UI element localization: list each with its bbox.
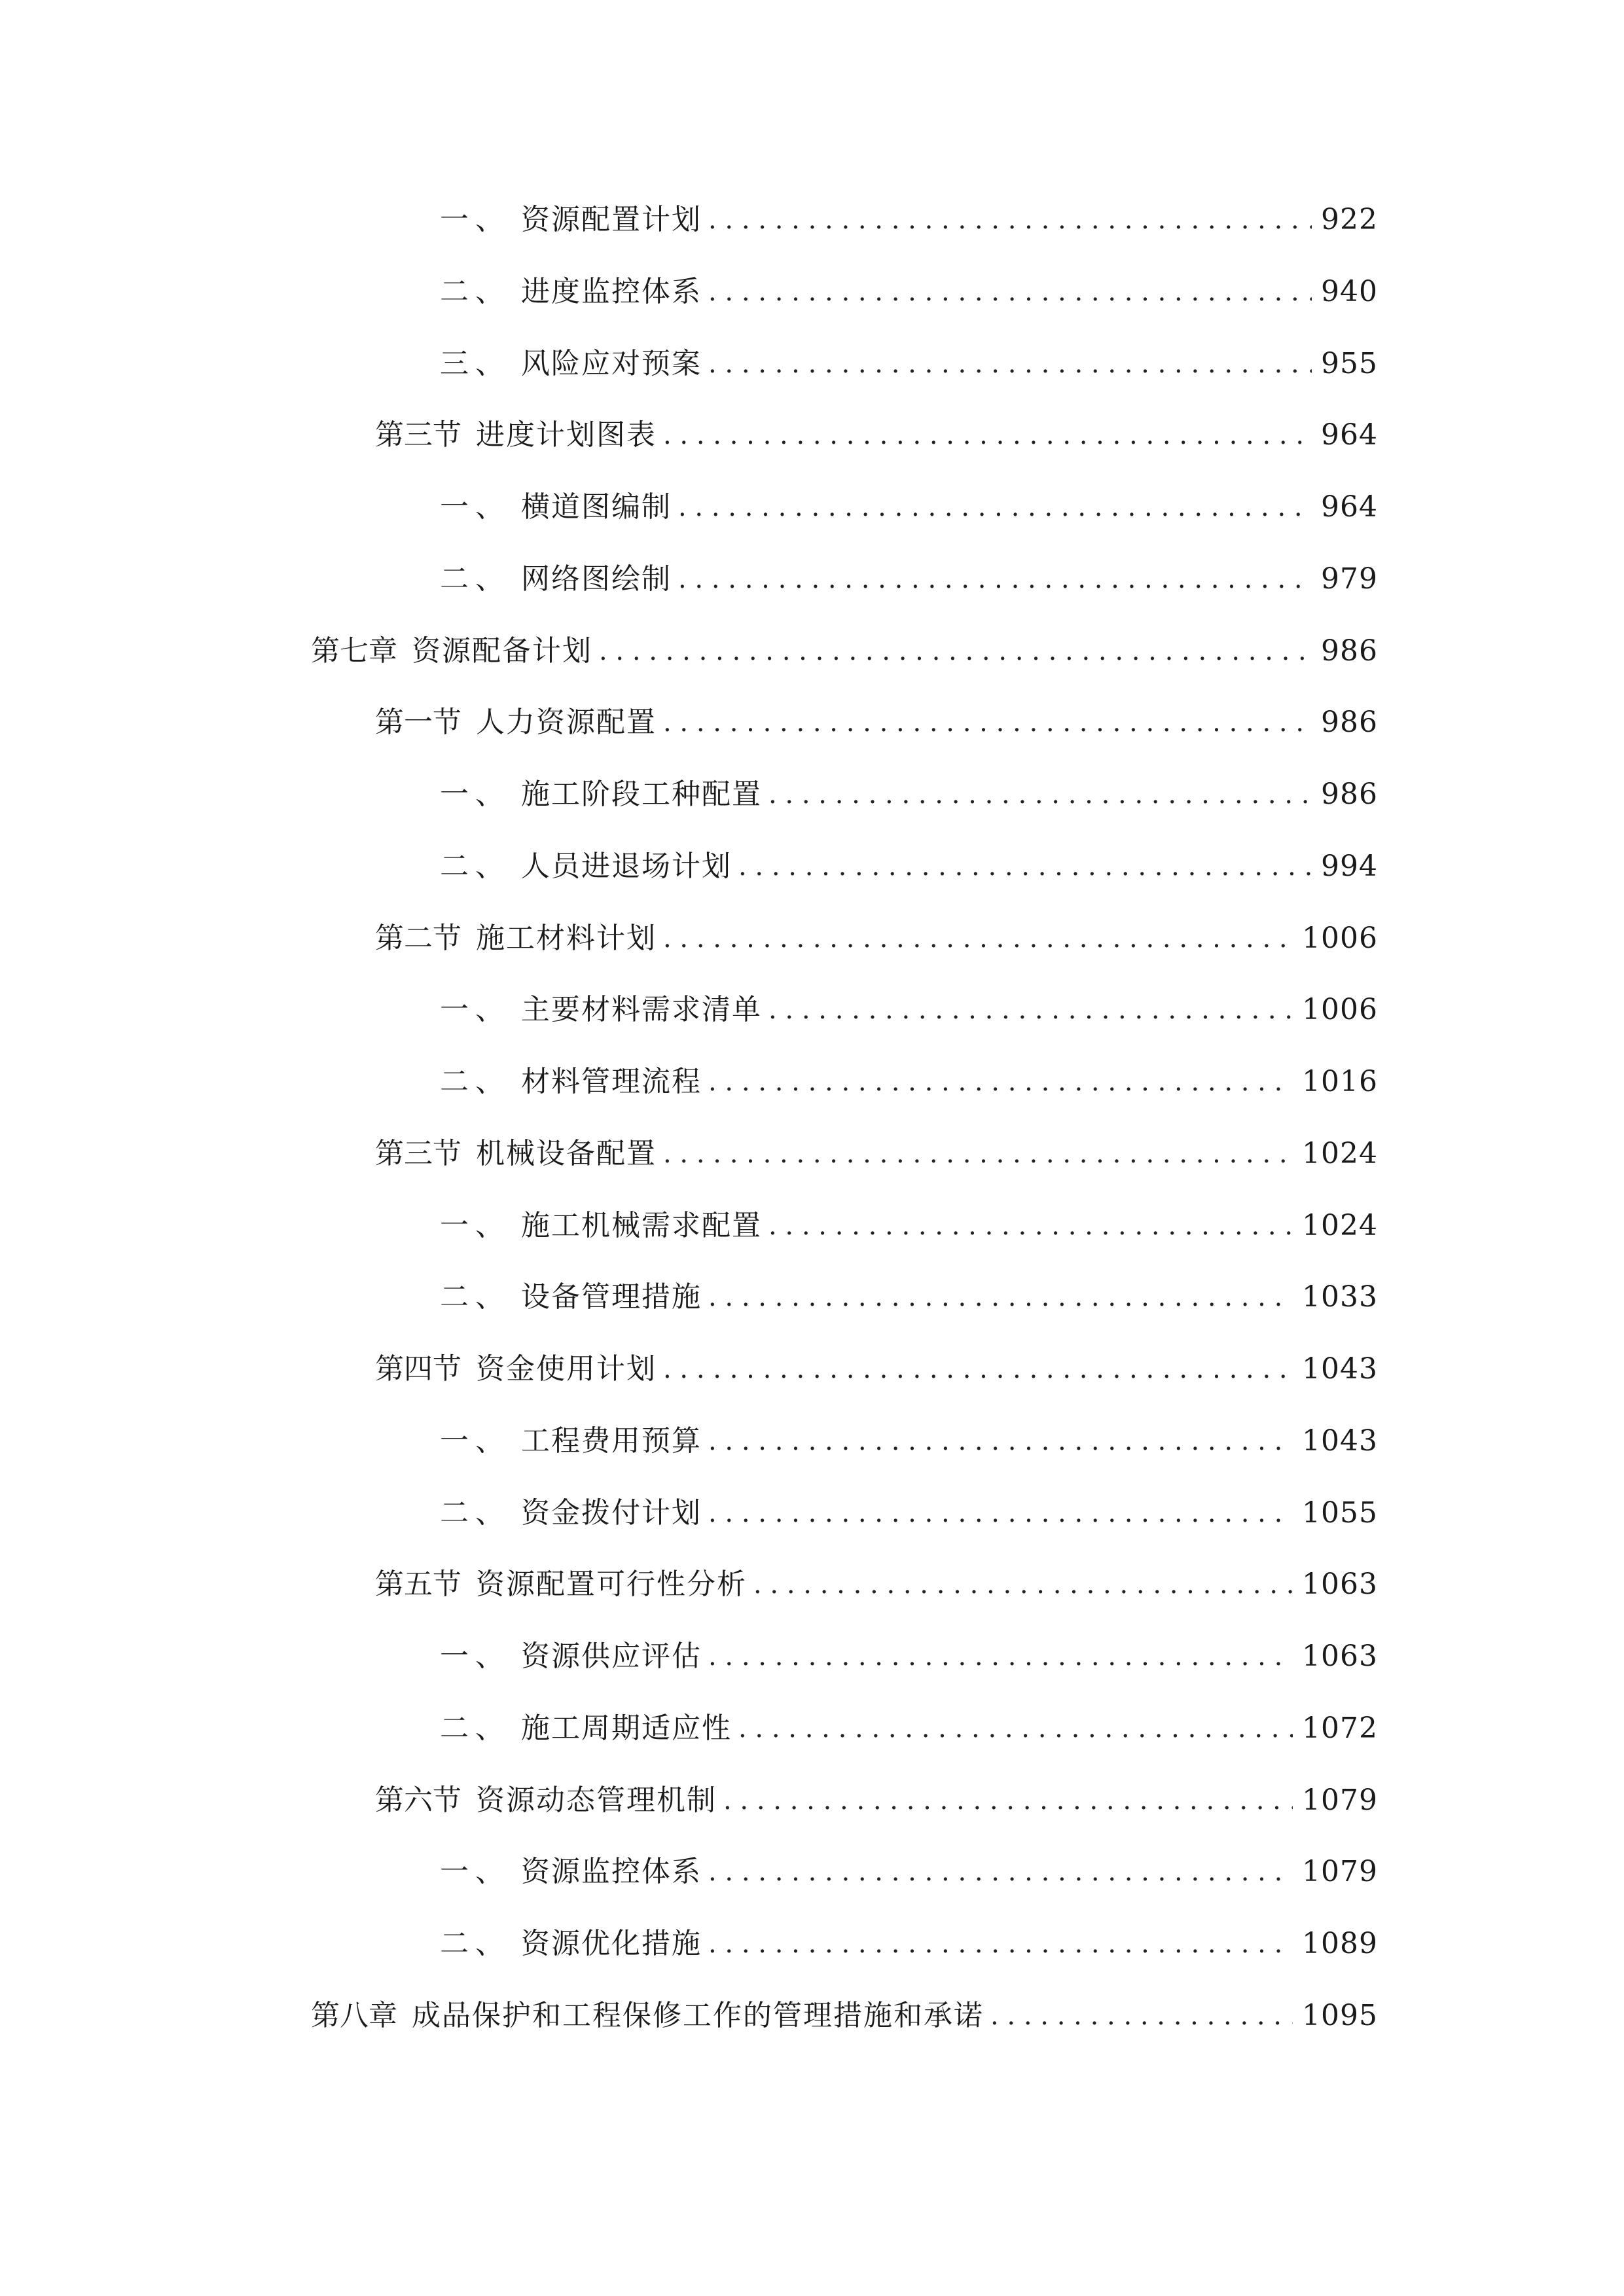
toc-entry-marker: 一、 [440,1209,511,1242]
toc-entry-marker: 二、 [440,1712,511,1745]
dot-leader [708,1634,1293,1679]
dot-leader [708,1849,1293,1895]
dot-leader [738,1706,1293,1751]
toc-entry-label [440,1490,702,1536]
toc-entry-marker: 二、 [440,1065,511,1098]
toc-entry-title: 资源供应评估 [521,1640,702,1673]
toc-entry-marker: 第三节 [375,418,461,452]
toc-entry-marker: 第一节 [375,706,461,739]
toc-entry-page-number: 1063 [1302,1640,1378,1673]
toc-entry-marker: 第四节 [375,1352,461,1386]
toc-entry[interactable] [440,1274,1378,1320]
toc-entry[interactable] [440,341,1378,387]
toc-entry-title: 主要材料需求清单 [521,993,762,1026]
toc-entry-page-number: 1033 [1302,1280,1378,1314]
dot-leader [663,1346,1293,1392]
toc-entry-page-number: 1006 [1302,993,1378,1026]
toc-entry-page-number: 1079 [1302,1784,1378,1817]
toc-entry[interactable] [375,1778,1378,1823]
dot-leader [663,916,1293,961]
toc-entry-label [375,700,657,745]
toc-entry[interactable] [375,1131,1378,1177]
dot-leader [708,1418,1293,1464]
dot-leader [753,1562,1293,1607]
toc-entry-title: 设备管理措施 [521,1280,702,1314]
toc-entry[interactable] [440,1203,1378,1249]
toc-entry-label [375,916,657,961]
toc-entry-page-number: 1063 [1302,1568,1378,1601]
toc-entry-marker: 一、 [440,1424,511,1458]
toc-entry[interactable] [375,412,1378,458]
toc-entry-title: 材料管理流程 [521,1065,702,1098]
toc-entry-title: 横道图编制 [521,490,672,524]
toc-entry-page-number: 1006 [1302,922,1378,955]
toc-entry-page-number: 979 [1321,562,1378,596]
dot-leader [738,844,1312,889]
toc-entry-label [375,1131,657,1177]
toc-entry[interactable] [440,772,1378,817]
toc-entry-page-number: 986 [1321,778,1378,811]
toc-entry-label [375,1562,747,1607]
toc-entry[interactable] [440,1059,1378,1105]
toc-entry-label [440,1274,702,1320]
toc-entry-label [440,269,702,315]
dot-leader [708,197,1312,243]
toc-entry-page-number: 994 [1321,850,1378,883]
toc-entry-title: 成品保护和工程保修工作的管理措施和承诺 [412,1999,984,2032]
toc-entry[interactable] [440,844,1378,889]
toc-entry-marker: 二、 [440,1280,511,1314]
dot-leader [723,1778,1293,1823]
toc-entry-label [440,556,672,602]
toc-entry[interactable] [375,1562,1378,1607]
toc-entry-marker: 第五节 [375,1568,461,1601]
toc-entry[interactable] [311,1993,1378,2039]
toc-entry-page-number: 1089 [1302,1927,1378,1960]
toc-entry-page-number: 1043 [1302,1352,1378,1386]
toc-entry-label [375,1346,657,1392]
toc-entry-label [440,1203,762,1249]
toc-entry-marker: 第三节 [375,1137,461,1170]
toc-entry[interactable] [375,700,1378,745]
toc-entry-marker: 一、 [440,203,511,236]
toc-entry-title: 资源优化措施 [521,1927,702,1960]
toc-entry-label [311,1993,984,2039]
toc-entry-page-number: 922 [1321,203,1378,236]
toc-entry-title: 进度监控体系 [521,275,702,308]
toc-entry[interactable] [440,1490,1378,1536]
toc-entry-marker: 二、 [440,1496,511,1530]
toc-entry-marker: 第七章 [311,634,397,668]
toc-entry[interactable] [375,916,1378,961]
toc-entry-title: 工程费用预算 [521,1424,702,1458]
toc-entry[interactable] [440,1921,1378,1967]
dot-leader [768,987,1293,1033]
toc-entry-label [440,1706,732,1751]
toc-entry-title: 资源配备计划 [412,634,592,668]
toc-entry-title: 机械设备配置 [476,1137,657,1170]
toc-entry-page-number: 940 [1321,275,1378,308]
toc-entry-page-number: 1072 [1302,1712,1378,1745]
toc-entry-marker: 二、 [440,562,511,596]
toc-entry-title: 施工阶段工种配置 [521,778,762,811]
toc-entry-page-number: 1043 [1302,1424,1378,1458]
toc-entry-page-number: 1016 [1302,1065,1378,1098]
toc-entry-title: 资源配置可行性分析 [476,1568,747,1601]
toc-entry[interactable] [375,1346,1378,1392]
toc-entry-title: 资金拨付计划 [521,1496,702,1530]
toc-entry-title: 人员进退场计划 [521,850,732,883]
toc-entry-label [440,341,702,387]
dot-leader [678,484,1312,530]
toc-entry-marker: 一、 [440,993,511,1026]
toc-entry[interactable] [440,1634,1378,1679]
dot-leader [708,341,1312,387]
toc-entry-label [440,772,762,817]
toc-entry-marker: 二、 [440,275,511,308]
dot-leader [599,628,1312,674]
toc-entry-page-number: 1055 [1302,1496,1378,1530]
toc-entry[interactable] [440,556,1378,602]
toc-entry-label [440,1849,702,1895]
toc-entry[interactable] [440,484,1378,530]
dot-leader [708,269,1312,315]
toc-entry-page-number: 986 [1321,706,1378,739]
dot-leader [768,1203,1293,1249]
toc-entry-marker: 二、 [440,1927,511,1960]
dot-leader [663,412,1312,458]
toc-entry-title: 网络图绘制 [521,562,672,596]
toc-entry[interactable] [440,197,1378,243]
dot-leader [990,1993,1293,2039]
dot-leader [678,556,1312,602]
toc-entry-marker: 第二节 [375,922,461,955]
toc-entry-label [375,412,657,458]
toc-entry-marker: 一、 [440,1640,511,1673]
toc-entry-label [440,197,702,243]
toc-entry-page-number: 964 [1321,490,1378,524]
toc-entry-title: 施工材料计划 [476,922,657,955]
toc-entry-label [440,1418,702,1464]
dot-leader [708,1490,1293,1536]
toc-entry[interactable] [440,1418,1378,1464]
toc-entry-marker: 一、 [440,1855,511,1888]
toc-entry-label [440,1921,702,1967]
toc-entry[interactable] [440,1849,1378,1895]
toc-entry-label [440,484,672,530]
toc-entry-label [440,1634,702,1679]
dot-leader [768,772,1312,817]
toc-entry-page-number: 1095 [1302,1999,1378,2032]
toc-entry-label [440,1059,702,1105]
toc-entry[interactable] [311,628,1378,674]
toc-entry-page-number: 964 [1321,418,1378,452]
dot-leader [708,1059,1293,1105]
toc-entry-title: 进度计划图表 [476,418,657,452]
toc-entry-marker: 一、 [440,778,511,811]
toc-entry-marker: 三、 [440,347,511,380]
toc-entry[interactable] [440,987,1378,1033]
toc-entry-title: 施工机械需求配置 [521,1209,762,1242]
toc-entry[interactable] [440,1706,1378,1751]
toc-entry-title: 人力资源配置 [476,706,657,739]
toc-entry-page-number: 955 [1321,347,1378,380]
dot-leader [663,1131,1293,1177]
toc-entry-page-number: 1079 [1302,1855,1378,1888]
dot-leader [663,700,1312,745]
toc-entry-label [440,987,762,1033]
toc-entry-page-number: 1024 [1302,1137,1378,1170]
toc-entry-marker: 二、 [440,850,511,883]
dot-leader [708,1274,1293,1320]
toc-entry-marker: 一、 [440,490,511,524]
toc-entry-title: 资源配置计划 [521,203,702,236]
toc-entry-label [375,1778,717,1823]
toc-entry-marker: 第八章 [311,1999,397,2032]
toc-entry-title: 施工周期适应性 [521,1712,732,1745]
toc-entry-title: 资源监控体系 [521,1855,702,1888]
toc-entry-page-number: 1024 [1302,1209,1378,1242]
toc-entry-marker: 第六节 [375,1784,461,1817]
toc-entry-label [440,844,732,889]
toc-entry[interactable] [440,269,1378,315]
toc-entry-label [311,628,592,674]
toc-entry-page-number: 986 [1321,634,1378,668]
toc-entry-title: 风险应对预案 [521,347,702,380]
toc-entry-title: 资金使用计划 [476,1352,657,1386]
toc-entry-title: 资源动态管理机制 [476,1784,717,1817]
dot-leader [708,1921,1293,1967]
